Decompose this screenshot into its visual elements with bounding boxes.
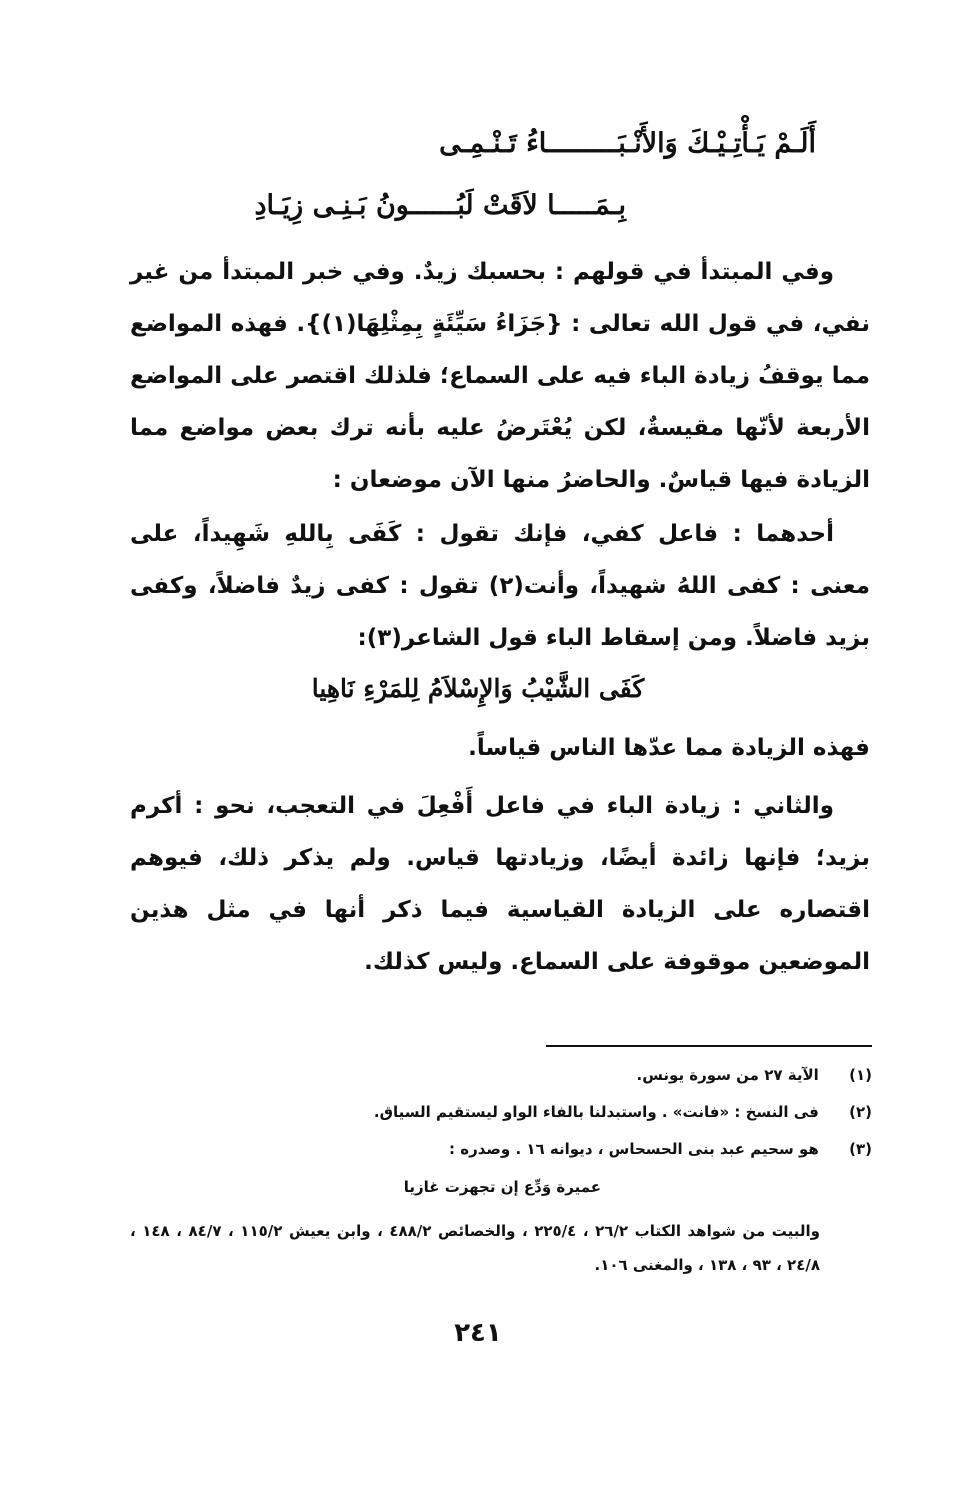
paragraph-4: والثاني : زيادة الباء في فاعل أَفْعِلَ في التعجب، نحو : أكرم بزيد؛ فإنها زائدة أيضًا، وزيادتها قياس. ولم يذكر ذلك، فيوهم اقتصاره على الزيادة القياسية فيما ذكر أنها في مثل هذين الموضعين موقوفة على السماع. وليس كذلك. bbox=[130, 793, 870, 975]
footnote-3 bbox=[130, 1140, 872, 1158]
footnote-number: (٣) bbox=[849, 1140, 872, 1158]
footnote-3-verse: عميرة وَدِّع إن تجهزت غازيا bbox=[403, 1178, 601, 1196]
verse-line-2: بِـمَـــــا لاَقَتْ لَبُــــــونُ بَـنِـى زِيَـادِ bbox=[254, 190, 626, 221]
footnote-1 bbox=[130, 1066, 872, 1084]
quoted-hemistich: كَفَى الشَّيْبُ وَالإِسْلاَمُ لِلمَرْءِ نَاهِيا bbox=[311, 674, 645, 703]
page-number: ٢٤١ bbox=[454, 1318, 502, 1348]
footnote-2 bbox=[130, 1103, 872, 1121]
footnote-text: هو سحيم عبد بنى الحسحاس ، ديوانه ١٦ . وصدره : bbox=[449, 1140, 819, 1158]
footnote-separator bbox=[546, 1045, 872, 1047]
paragraph-3: فهذه الزيادة مما عدّها الناس قياساً. bbox=[468, 735, 870, 761]
footnote-text: فى النسخ : «فانت» . واستبدلنا بالفاء الواو ليستقيم السياق. bbox=[373, 1103, 819, 1121]
paragraph-2: أحدهما : فاعل كفي، فإنك تقول : كَفَى بِاللهِ شَهِيداً، على معنى : كفى اللهُ شهيداً، وأنت(٢) تقول : كفى زيدٌ فاضلاً، وكفى بزيد فاضلاً. ومن إسقاط الباء قول الشاعر(٣): bbox=[130, 521, 870, 651]
verse-line-1: أَلَـمْ يَـأْتِـيْـكَ وَالأَنْـبَـــــــــاءُ تَـنْـمِـى bbox=[439, 128, 816, 159]
footnote-number: (١) bbox=[849, 1066, 872, 1084]
paragraph-1: وفي المبتدأ في قولهم : بحسبك زيدٌ. وفي خبر المبتدأ من غير نفي، في قول الله تعالى : {جَزَاءُ سَيِّئَةٍ بِمِثْلِهَا(١)}. فهذه المواضع مما يوقفُ زيادة الباء فيه على السماع؛ فلذلك اقتصر على المواضع الأربعة لأنّها مقيسةٌ، لكن يُعْتَرضُ عليه بأنه ترك بعض مواضع مما الزيادة فيها قياسٌ. والحاضرُ منها الآن موضعان : bbox=[130, 259, 870, 493]
footnote-3-sources: والبيت من شواهد الكتاب ٢٦/٢ ، ٢٢٥/٤ ، والخصائص ٤٨٨/٢ ، وابن يعيش ١١٥/٢ ، ٨٤/٧ ، ١٤٨ ، ٢٤/٨ ، ٩٣ ، ١٣٨ ، والمغنى ١٠٦. bbox=[130, 1222, 820, 1274]
footnote-number: (٢) bbox=[849, 1103, 872, 1121]
footnote-text: الآية ٢٧ من سورة يونس. bbox=[636, 1066, 819, 1084]
